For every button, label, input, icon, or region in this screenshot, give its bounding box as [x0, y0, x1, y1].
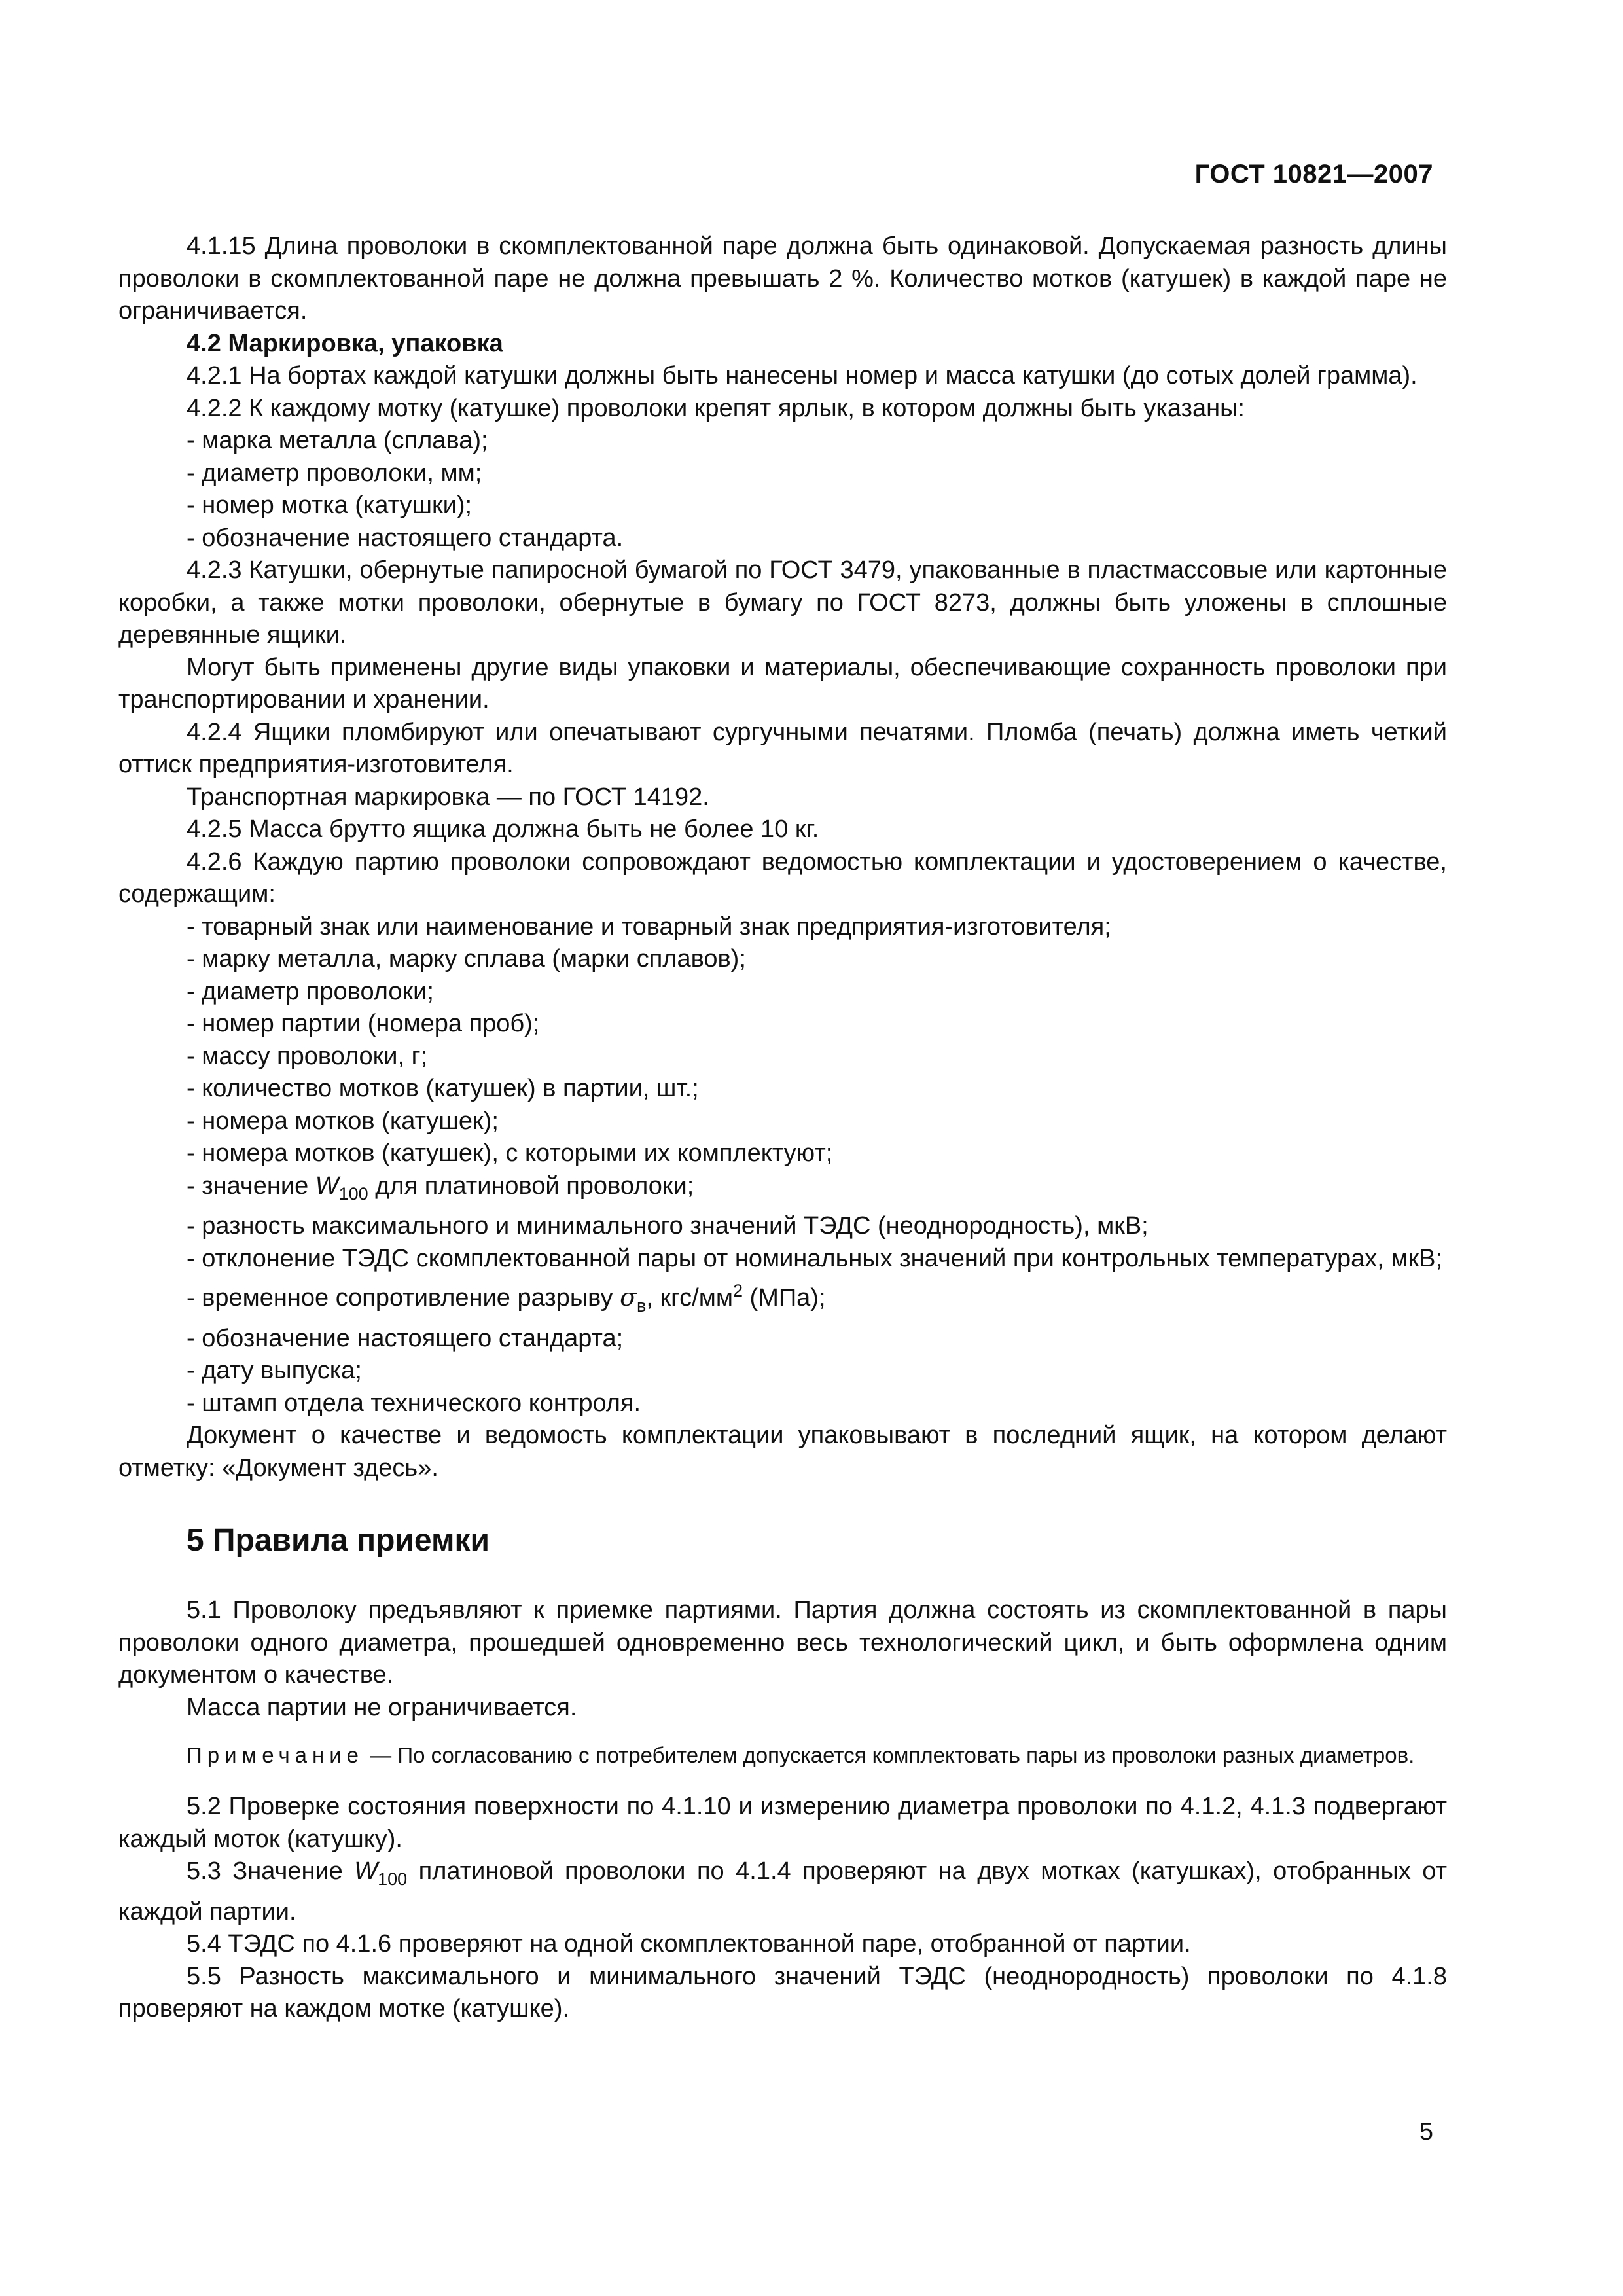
paragraph-document-packing: Документ о качестве и ведомость комплектации упаковывают в последний ящик, на котором делают отметку: «Документ здесь».	[118, 1422, 1447, 1482]
list-item: - количество мотков (катушек) в партии, шт.;	[187, 1075, 699, 1102]
paragraph-5-5: 5.5 Разность максимального и минимального значений ТЭДС (неоднородность) проволоки по 4.1.8 проверяют на каждом мотке (катушке).	[118, 1962, 1447, 2022]
p53-suffix: платиновой проволоки по 4.1.4 проверяют на двух мотках (катушках), отобранных от каждой партии.	[118, 1857, 1447, 1926]
paragraph-5-3	[118, 1856, 1447, 1928]
w-subscript: 100	[378, 1869, 408, 1889]
paragraph-5-2: 5.2 Проверке состояния поверхности по 4.1.10 и измерению диаметра проволоки по 4.1.2, 4.1.3 подвергают каждый моток (катушку).	[118, 1793, 1447, 1853]
list-item: - отклонение ТЭДС скомплектованной пары от номинальных значений при контрольных температурах, мкВ;	[187, 1244, 1443, 1272]
sigma-prefix: - временное сопротивление разрыву	[187, 1284, 620, 1312]
paragraph-4-2-5: 4.2.5 Масса брутто ящика должна быть не более 10 кг.	[187, 816, 819, 843]
paragraph-4-2-3: 4.2.3 Катушки, обернутые папиросной бумагой по ГОСТ 3479, упакованные в пластмассовые или картонные коробки, а также мотки проволоки, обернутые в бумагу по ГОСТ 8273, должны быть уложены в сплошные деревянные ящики.	[118, 556, 1447, 649]
list-item: - номера мотков (катушек);	[187, 1107, 499, 1135]
note	[118, 1741, 1447, 1770]
sigma-symbol: σ	[620, 1283, 637, 1312]
sigma-suffix: (МПа);	[742, 1284, 826, 1312]
paragraph-5-1: 5.1 Проволоку предъявляют к приемке партиями. Партия должна состоять из скомплектованной в пары проволоки одного диаметра, прошедшей одновременно весь технологический цикл, и быть оформлена одним документом о качестве.	[118, 1596, 1447, 1689]
paragraph-5-1-mass: Масса партии не ограничивается.	[187, 1693, 577, 1721]
list-item: - номер партии (номера проб);	[187, 1010, 540, 1037]
list-item-tensile-strength	[118, 1275, 1447, 1323]
list-item: - массу проволоки, г;	[187, 1042, 428, 1070]
page-number: 5	[1419, 2118, 1433, 2145]
chapter-heading-5: 5 Правила приемки	[187, 1523, 490, 1558]
list-item: - обозначение настоящего стандарта.	[187, 524, 624, 552]
list-item: - номер мотка (катушки);	[187, 492, 473, 519]
w-symbol: W	[354, 1857, 378, 1885]
list-item: - товарный знак или наименование и товарный знак предприятия-изготовителя;	[187, 912, 1111, 941]
paragraph-5-4: 5.4 ТЭДС по 4.1.6 проверяют на одной скомплектованной паре, отобранной от партии.	[187, 1930, 1191, 1958]
w100-suffix: для платиновой проволоки;	[368, 1172, 694, 1200]
unit-superscript: 2	[732, 1281, 743, 1300]
list-item: - марку металла, марку сплава (марки сплавов);	[187, 945, 746, 973]
paragraph-4-1-15: 4.1.15 Длина проволоки в скомплектованной паре должна быть одинаковой. Допускаемая разность длины проволоки в скомплектованной паре не должна превышать 2 %. Количество мотков (катушек) в каждой паре не ограничивается.	[118, 232, 1447, 325]
paragraph-4-2-2: 4.2.2 К каждому мотку (катушке) проволоки крепят ярлык, в котором должны быть указаны:	[187, 394, 1245, 422]
w-subscript: 100	[338, 1183, 368, 1204]
sigma-unit: , кгс/мм	[646, 1284, 733, 1312]
w-symbol: W	[315, 1172, 339, 1200]
list-item: - обозначение настоящего стандарта;	[187, 1324, 624, 1352]
certificate-contents-list	[118, 911, 1447, 1420]
list-item-w100	[118, 1170, 1447, 1211]
paragraph-4-2-6: 4.2.6 Каждую партию проволоки сопровождают ведомостью комплектации и удостоверением о качестве, содержащим:	[118, 848, 1447, 908]
list-item: - разность максимального и минимального значений ТЭДС (неоднородность), мкВ;	[187, 1212, 1149, 1240]
label-contents-list	[118, 425, 1447, 554]
w100-prefix: - значение	[187, 1172, 315, 1200]
list-item: - номера мотков (катушек), с которыми их комплектуют;	[187, 1139, 833, 1167]
paragraph-4-2-4: 4.2.4 Ящики пломбируют или опечатывают сургучными печатями. Пломба (печать) должна иметь четкий оттиск предприятия-изготовителя.	[118, 718, 1447, 778]
list-item: - марка металла (сплава);	[187, 427, 488, 454]
list-item: - диаметр проволоки;	[187, 977, 434, 1005]
paragraph-4-2-1: 4.2.1 На бортах каждой катушки должны быть нанесены номер и масса катушки (до сотых долей грамма).	[187, 362, 1418, 389]
section-heading-4-2: 4.2 Маркировка, упаковка	[187, 329, 503, 357]
document-code-header: ГОСТ 10821—2007	[1194, 160, 1433, 188]
document-body	[118, 230, 1447, 2026]
note-text: — По согласованию с потребителем допускается комплектовать пары из проволоки разных диаметров.	[364, 1743, 1415, 1767]
paragraph-4-2-4-marking: Транспортная маркировка — по ГОСТ 14192.	[187, 783, 709, 811]
list-item: - диаметр проволоки, мм;	[187, 459, 482, 487]
note-label: Примечание	[187, 1743, 365, 1767]
list-item: - штамп отдела технического контроля.	[187, 1389, 641, 1417]
p53-prefix: 5.3 Значение	[187, 1857, 355, 1885]
list-item: - дату выпуска;	[187, 1357, 362, 1384]
sigma-subscript: в	[637, 1296, 647, 1316]
paragraph-4-2-3-packaging: Могут быть применены другие виды упаковки и материалы, обеспечивающие сохранность проволоки при транспортировании и хранении.	[118, 653, 1447, 713]
